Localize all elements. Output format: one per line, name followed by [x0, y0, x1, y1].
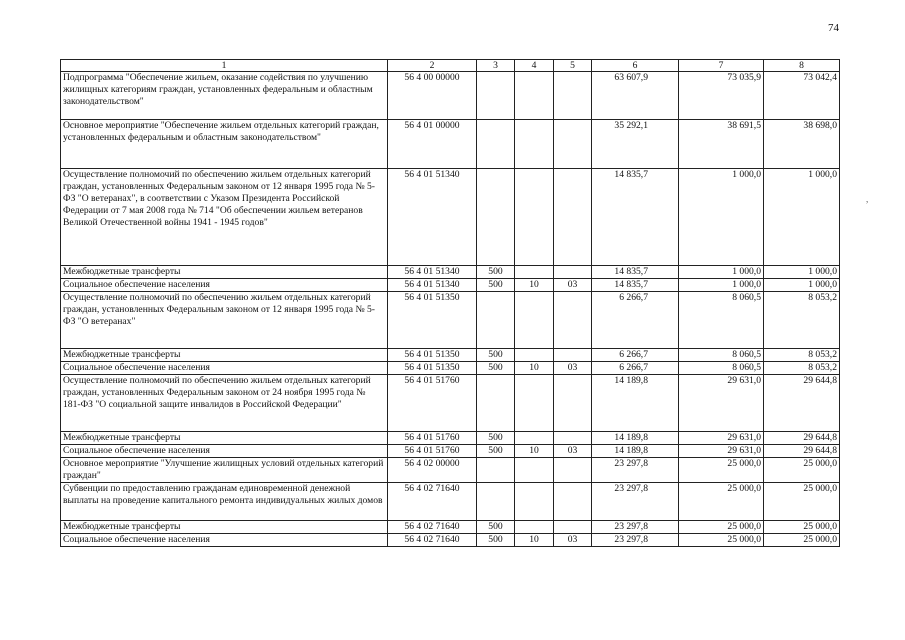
- margin-mark: ,: [866, 194, 869, 204]
- cell-value6: 63 607,9: [592, 72, 679, 120]
- cell-value7: 29 631,0: [679, 432, 764, 445]
- cell-name: Межбюджетные трансферты: [61, 349, 388, 362]
- cell-col5: [554, 432, 592, 445]
- cell-col5: 03: [554, 279, 592, 292]
- table-row: [61, 169, 840, 266]
- cell-code: 56 4 02 71640: [388, 534, 477, 547]
- cell-value7: 1 000,0: [679, 266, 764, 279]
- cell-value8: 1 000,0: [764, 169, 840, 266]
- header-cell: 5: [554, 60, 592, 72]
- cell-name: Социальное обеспечение населения: [61, 279, 388, 292]
- cell-col5: [554, 120, 592, 169]
- cell-value7: 25 000,0: [679, 534, 764, 547]
- cell-code: 56 4 01 51350: [388, 349, 477, 362]
- cell-name: Осуществление полномочий по обеспечению жильем отдельных категорий граждан, установленных Федеральным законом от 24 ноября 1995 года № 181-ФЗ "О социальной защите инвалидов в Российской Федерации": [61, 375, 388, 432]
- cell-col3: [477, 169, 515, 266]
- table-row: [61, 279, 840, 292]
- cell-name: Основное мероприятие "Улучшение жилищных условий отдельных категорий граждан": [61, 458, 388, 483]
- cell-code: 56 4 02 00000: [388, 458, 477, 483]
- cell-value6: 14 835,7: [592, 169, 679, 266]
- cell-value8: 8 053,2: [764, 362, 840, 375]
- cell-col5: 03: [554, 362, 592, 375]
- cell-name: Субвенции по предоставлению гражданам единовременной денежной выплаты на проведение капитального ремонта индивидуальных жилых домов: [61, 483, 388, 521]
- cell-code: 56 4 02 71640: [388, 521, 477, 534]
- cell-value7: 25 000,0: [679, 483, 764, 521]
- cell-value8: 25 000,0: [764, 483, 840, 521]
- cell-code: 56 4 01 51350: [388, 362, 477, 375]
- cell-value8: 8 053,2: [764, 292, 840, 349]
- cell-value8: 29 644,8: [764, 432, 840, 445]
- cell-col5: [554, 169, 592, 266]
- table-row: [61, 72, 840, 120]
- cell-code: 56 4 01 51760: [388, 375, 477, 432]
- table-row: [61, 362, 840, 375]
- cell-col5: 03: [554, 534, 592, 547]
- table-row: [61, 349, 840, 362]
- cell-code: 56 4 01 51760: [388, 445, 477, 458]
- cell-col4: [515, 483, 554, 521]
- header-cell: 6: [592, 60, 679, 72]
- table-row: [61, 120, 840, 169]
- cell-value7: 38 691,5: [679, 120, 764, 169]
- cell-col4: [515, 432, 554, 445]
- cell-code: 56 4 01 51340: [388, 266, 477, 279]
- cell-value8: 73 042,4: [764, 72, 840, 120]
- cell-value6: 6 266,7: [592, 349, 679, 362]
- cell-col3: 500: [477, 432, 515, 445]
- table-row: [61, 266, 840, 279]
- cell-col4: [515, 120, 554, 169]
- table-row: [61, 292, 840, 349]
- cell-col4: 10: [515, 534, 554, 547]
- cell-value6: 14 835,7: [592, 279, 679, 292]
- cell-name: Подпрограмма "Обеспечение жильем, оказание содействия по улучшению жилищных категориям граждан, установленных федеральным и областным законодательством": [61, 72, 388, 120]
- cell-code: 56 4 01 51350: [388, 292, 477, 349]
- table-row: [61, 521, 840, 534]
- cell-value8: 29 644,8: [764, 445, 840, 458]
- cell-col4: 10: [515, 279, 554, 292]
- cell-col5: [554, 266, 592, 279]
- cell-value8: 29 644,8: [764, 375, 840, 432]
- cell-value6: 6 266,7: [592, 292, 679, 349]
- cell-col3: 500: [477, 534, 515, 547]
- header-cell: 4: [515, 60, 554, 72]
- cell-value6: 23 297,8: [592, 534, 679, 547]
- cell-value6: 23 297,8: [592, 483, 679, 521]
- cell-col4: 10: [515, 362, 554, 375]
- cell-col4: [515, 266, 554, 279]
- cell-col3: 500: [477, 279, 515, 292]
- cell-name: Межбюджетные трансферты: [61, 521, 388, 534]
- cell-col3: [477, 483, 515, 521]
- cell-value6: 14 189,8: [592, 375, 679, 432]
- cell-name: Социальное обеспечение населения: [61, 445, 388, 458]
- cell-name: Основное мероприятие "Обеспечение жильем отдельных категорий граждан, установленных федеральным и областным законодательством": [61, 120, 388, 169]
- cell-value7: 8 060,5: [679, 292, 764, 349]
- cell-code: 56 4 01 51340: [388, 279, 477, 292]
- cell-code: 56 4 01 51760: [388, 432, 477, 445]
- cell-col3: 500: [477, 445, 515, 458]
- cell-value7: 8 060,5: [679, 349, 764, 362]
- cell-col4: [515, 292, 554, 349]
- table-row: [61, 483, 840, 521]
- cell-col4: [515, 72, 554, 120]
- cell-value8: 25 000,0: [764, 534, 840, 547]
- cell-col3: 500: [477, 349, 515, 362]
- cell-code: 56 4 01 51340: [388, 169, 477, 266]
- cell-col3: [477, 72, 515, 120]
- cell-code: 56 4 00 00000: [388, 72, 477, 120]
- cell-value8: 38 698,0: [764, 120, 840, 169]
- cell-col5: [554, 72, 592, 120]
- table-row: [61, 445, 840, 458]
- cell-code: 56 4 01 00000: [388, 120, 477, 169]
- cell-col5: [554, 375, 592, 432]
- cell-value7: 1 000,0: [679, 279, 764, 292]
- cell-name: Социальное обеспечение населения: [61, 534, 388, 547]
- cell-value6: 23 297,8: [592, 521, 679, 534]
- cell-value8: 25 000,0: [764, 458, 840, 483]
- cell-col4: [515, 458, 554, 483]
- cell-value7: 8 060,5: [679, 362, 764, 375]
- cell-value6: 14 189,8: [592, 445, 679, 458]
- cell-col5: [554, 521, 592, 534]
- cell-value6: 6 266,7: [592, 362, 679, 375]
- page-number: 74: [828, 22, 839, 34]
- header-cell: 3: [477, 60, 515, 72]
- cell-value7: 1 000,0: [679, 169, 764, 266]
- cell-col5: [554, 458, 592, 483]
- cell-name: Межбюджетные трансферты: [61, 432, 388, 445]
- cell-col3: [477, 458, 515, 483]
- header-cell: 1: [61, 60, 388, 72]
- cell-col4: [515, 349, 554, 362]
- cell-col4: [515, 521, 554, 534]
- cell-name: Осуществление полномочий по обеспечению жильем отдельных категорий граждан, установленных Федеральным законом от 12 января 1995 года № 5-ФЗ "О ветеранах", в соответствии с Указом Президента Российской Федерации от 7 мая 2008 года № 714 "Об обеспечении жильем ветеранов Великой Отечественной войны 1941 - 1945 годов": [61, 169, 388, 266]
- cell-value7: 25 000,0: [679, 458, 764, 483]
- cell-value8: 1 000,0: [764, 266, 840, 279]
- cell-value6: 35 292,1: [592, 120, 679, 169]
- cell-col3: 500: [477, 362, 515, 375]
- cell-col4: [515, 375, 554, 432]
- cell-value6: 23 297,8: [592, 458, 679, 483]
- header-cell: 2: [388, 60, 477, 72]
- table-row: [61, 375, 840, 432]
- cell-col5: 03: [554, 445, 592, 458]
- cell-value8: 8 053,2: [764, 349, 840, 362]
- table-header-row: [61, 60, 840, 72]
- cell-value8: 1 000,0: [764, 279, 840, 292]
- budget-table: [60, 59, 840, 547]
- cell-col3: [477, 120, 515, 169]
- table-row: [61, 432, 840, 445]
- cell-value7: 29 631,0: [679, 445, 764, 458]
- header-cell: 7: [679, 60, 764, 72]
- cell-value7: 25 000,0: [679, 521, 764, 534]
- cell-value8: 25 000,0: [764, 521, 840, 534]
- cell-value6: 14 189,8: [592, 432, 679, 445]
- cell-col5: [554, 349, 592, 362]
- cell-name: Межбюджетные трансферты: [61, 266, 388, 279]
- cell-col3: [477, 292, 515, 349]
- cell-name: Социальное обеспечение населения: [61, 362, 388, 375]
- cell-value7: 29 631,0: [679, 375, 764, 432]
- cell-value6: 14 835,7: [592, 266, 679, 279]
- header-cell: 8: [764, 60, 840, 72]
- cell-col4: 10: [515, 445, 554, 458]
- cell-col3: 500: [477, 266, 515, 279]
- table-row: [61, 534, 840, 547]
- cell-value7: 73 035,9: [679, 72, 764, 120]
- cell-name: Осуществление полномочий по обеспечению жильем отдельных категорий граждан, установленных Федеральным законом от 12 января 1995 года № 5-ФЗ "О ветеранах": [61, 292, 388, 349]
- cell-col3: 500: [477, 521, 515, 534]
- cell-col4: [515, 169, 554, 266]
- cell-col5: [554, 292, 592, 349]
- cell-col5: [554, 483, 592, 521]
- cell-col3: [477, 375, 515, 432]
- cell-code: 56 4 02 71640: [388, 483, 477, 521]
- table-row: [61, 458, 840, 483]
